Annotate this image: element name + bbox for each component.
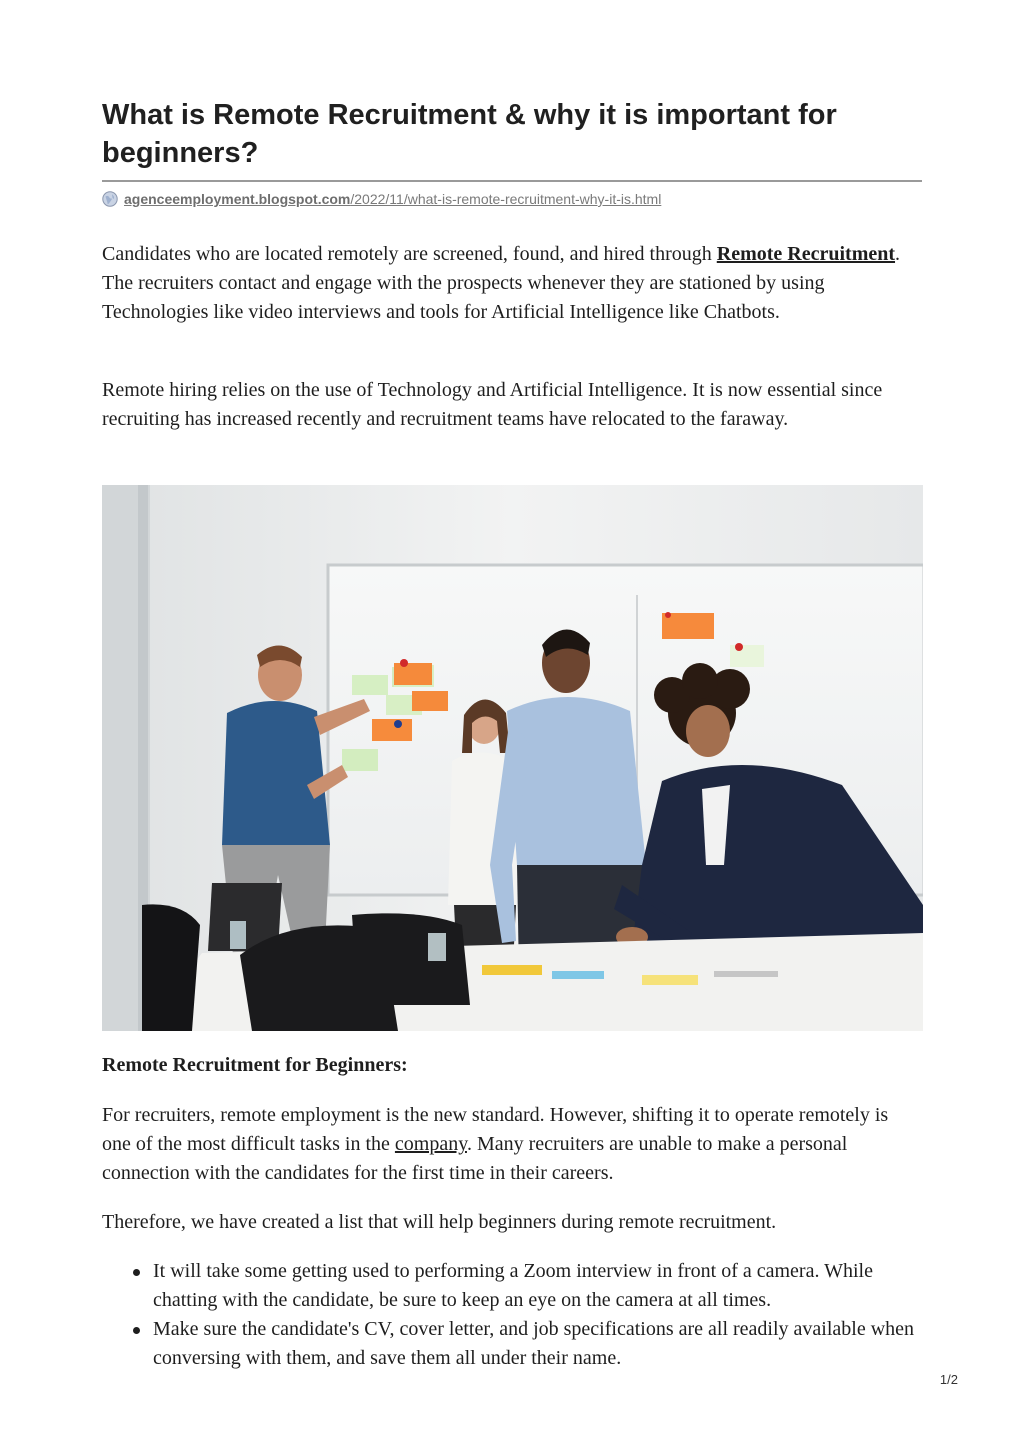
page-number: 1/2 bbox=[939, 1372, 958, 1387]
tips-list bbox=[102, 1257, 922, 1373]
bullet-icon bbox=[133, 1269, 140, 1276]
list-item-text: It will take some getting used to performing a Zoom interview in front of a camera. While chatting with the candidate, be sure to keep an eye on the camera at all times. bbox=[153, 1260, 873, 1311]
source-url[interactable] bbox=[102, 189, 922, 209]
globe-icon bbox=[102, 191, 118, 207]
company-link[interactable]: company bbox=[394, 1133, 467, 1155]
article-title: What is Remote Recruitment & why it is important for beginners? bbox=[102, 99, 837, 169]
source-domain: agenceemployment.blogspot.com bbox=[124, 191, 351, 207]
title-divider bbox=[102, 180, 922, 182]
office-meeting-photo bbox=[102, 485, 923, 1031]
third-text-start: For recruiters, remote employment is the new standard. However, shifting it to operate remotely is one of the most difficult tasks in the bbox=[102, 1104, 889, 1155]
intro-text-start: Candidates who are located remotely are screened, found, and hired through bbox=[102, 243, 717, 265]
remote-recruitment-link[interactable]: Remote Recruitment bbox=[716, 243, 896, 265]
source-link[interactable] bbox=[124, 191, 661, 207]
source-path: /2022/11/what-is-remote-recruitment-why-it-is.html bbox=[350, 191, 662, 207]
third-paragraph bbox=[102, 1101, 922, 1188]
intro-text-end: . The recruiters contact and engage with the prospects whenever they are stationed by using Technologies like video interviews and tools for Artificial Intelligence like Chatbots. bbox=[102, 243, 901, 323]
list-item-text: Make sure the candidate's CV, cover letter, and job specifications are all readily available when conversing with them, and save them all under their name. bbox=[153, 1318, 915, 1369]
list-item bbox=[102, 1257, 922, 1315]
section-heading: Remote Recruitment for Beginners: bbox=[102, 1054, 408, 1076]
bullet-icon bbox=[133, 1327, 140, 1334]
list-item bbox=[102, 1315, 922, 1373]
third-text-end: . Many recruiters are unable to make a personal connection with the candidates for the first time in their careers. bbox=[102, 1133, 848, 1184]
intro-paragraph bbox=[102, 240, 922, 327]
second-paragraph: Remote hiring relies on the use of Technology and Artificial Intelligence. It is now essential since recruiting has increased recently and recruitment teams have relocated to the faraway. bbox=[102, 379, 883, 430]
fourth-paragraph: Therefore, we have created a list that will help beginners during remote recruitment. bbox=[102, 1211, 777, 1233]
